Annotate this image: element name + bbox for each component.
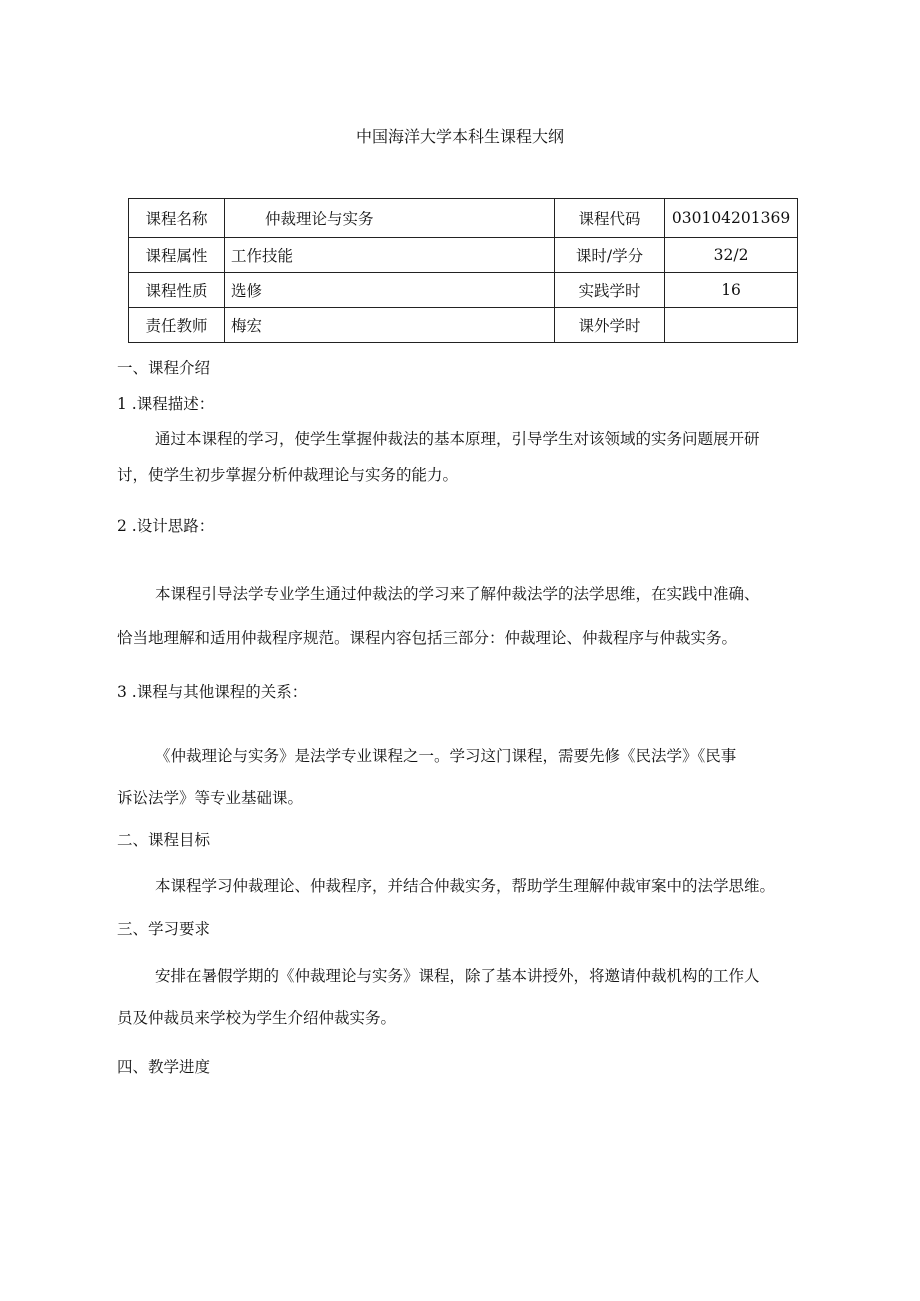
paragraph-line: 本课程引导法学专业学生通过仲裁法的学习来了解仲裁法学的法学思维，在实践中准确、 bbox=[155, 585, 760, 603]
table-row bbox=[129, 273, 798, 308]
paragraph-line: 《仲裁理论与实务》是法学专业课程之一。学习这门课程，需要先修《民法学》《民事 bbox=[155, 747, 737, 765]
section-heading-objectives: 二、课程目标 bbox=[117, 831, 211, 849]
table-row bbox=[129, 238, 798, 273]
paragraph-line: 本课程学习仲裁理论、仲裁程序，并结合仲裁实务，帮助学生理解仲裁审案中的法学思维。 bbox=[155, 877, 776, 895]
label-course-attribute: 课程属性 bbox=[129, 238, 225, 273]
section-heading-requirements: 三、学习要求 bbox=[117, 920, 211, 938]
label-course-nature: 课程性质 bbox=[129, 273, 225, 308]
value-practice-hours: 16 bbox=[665, 273, 798, 308]
document-title: 中国海洋大学本科生课程大纲 bbox=[355, 127, 564, 146]
paragraph-line: 诉讼法学》等专业基础课。 bbox=[117, 789, 304, 807]
paragraph-line: 安排在暑假学期的《仲裁理论与实务》课程，除了基本讲授外，将邀请仲裁机构的工作人 bbox=[155, 967, 760, 985]
course-info-table bbox=[128, 198, 798, 343]
value-teacher: 梅宏 bbox=[224, 308, 554, 343]
label-course-code: 课程代码 bbox=[554, 199, 664, 238]
value-extracurricular-hours bbox=[665, 308, 798, 343]
table-row bbox=[129, 308, 798, 343]
section-heading-intro: 一、课程介绍 bbox=[117, 359, 211, 377]
paragraph-line: 通过本课程的学习，使学生掌握仲裁法的基本原理，引导学生对该领域的实务问题展开研 bbox=[155, 430, 760, 448]
label-extracurricular-hours: 课外学时 bbox=[554, 308, 664, 343]
subheading-description: 1 .课程描述： bbox=[117, 395, 215, 413]
label-teacher: 责任教师 bbox=[129, 308, 225, 343]
value-course-name: 仲裁理论与实务 bbox=[224, 199, 554, 238]
subheading-design: 2 .设计思路： bbox=[117, 517, 215, 535]
value-course-attribute: 工作技能 bbox=[224, 238, 554, 273]
paragraph-line: 恰当地理解和适用仲裁程序规范。课程内容包括三部分：仲裁理论、仲裁程序与仲裁实务。 bbox=[117, 629, 738, 647]
label-course-name: 课程名称 bbox=[129, 199, 225, 238]
paragraph-line: 讨，使学生初步掌握分析仲裁理论与实务的能力。 bbox=[117, 466, 459, 484]
subheading-relationship: 3 .课程与其他课程的关系： bbox=[117, 683, 308, 701]
label-hours-credits: 课时/学分 bbox=[554, 238, 664, 273]
label-practice-hours: 实践学时 bbox=[554, 273, 664, 308]
table-row bbox=[129, 199, 798, 238]
paragraph-line: 员及仲裁员来学校为学生介绍仲裁实务。 bbox=[117, 1009, 397, 1027]
section-heading-schedule: 四、教学进度 bbox=[117, 1058, 211, 1076]
value-hours-credits: 32/2 bbox=[665, 238, 798, 273]
value-course-code: 030104201369 bbox=[665, 199, 798, 238]
value-course-nature: 选修 bbox=[224, 273, 554, 308]
